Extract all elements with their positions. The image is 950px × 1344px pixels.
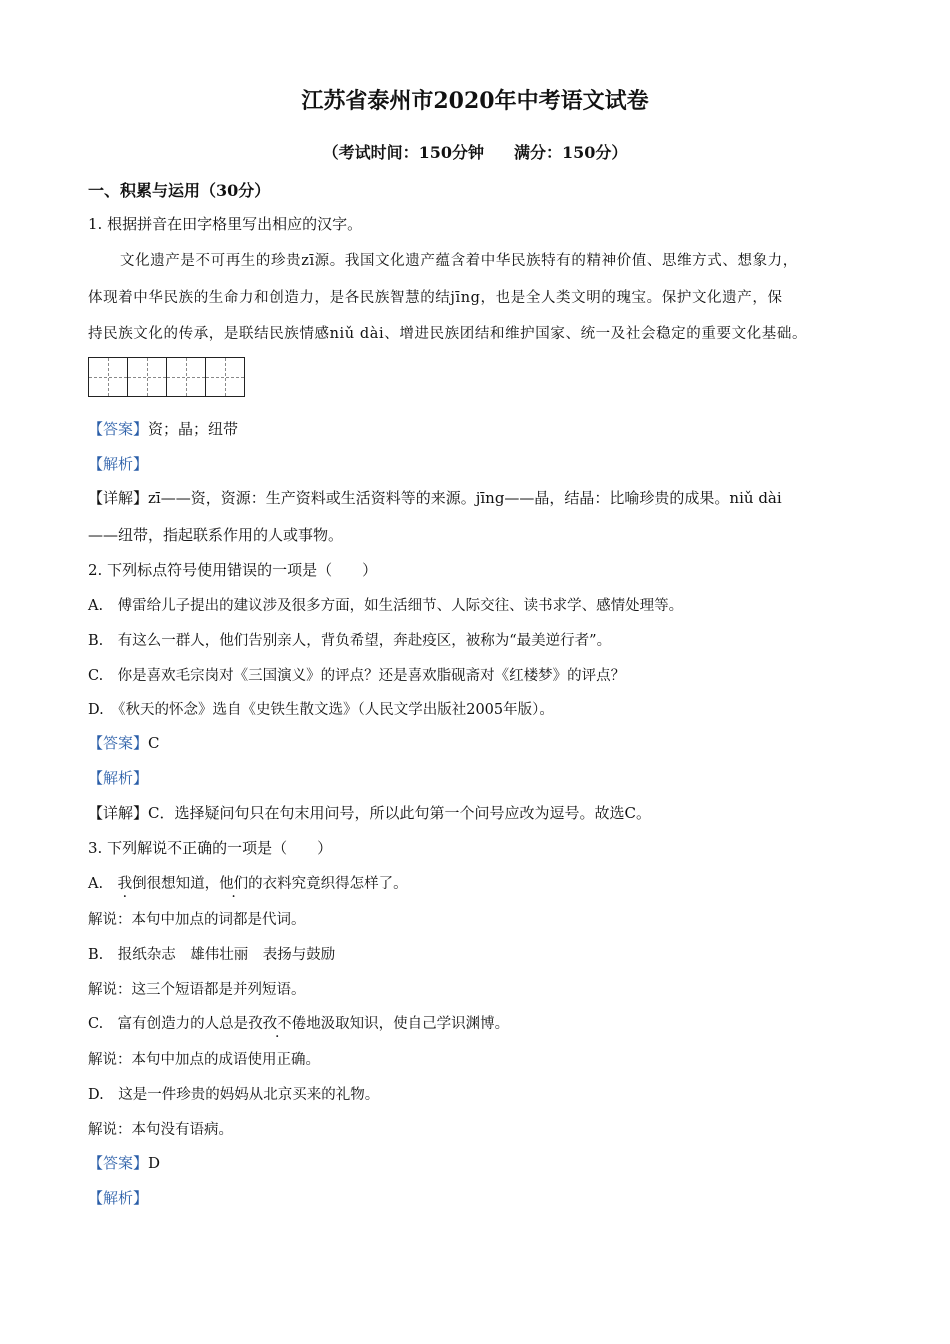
exam-info [0, 140, 950, 163]
q2-stem: 2. 下列标点符号使用错误的一项是（ ） [88, 561, 378, 579]
q2-detail: 【详解】C．选择疑问句只在句末用问号，所以此句第一个问号应改为逗号。故选C。 [88, 804, 651, 822]
q3-option-d: D. 这是一件珍贵的妈妈从北京买来的礼物。 [88, 1087, 380, 1103]
dotted-word: 孜孜不倦 [248, 1016, 307, 1032]
q3-stem: 3. 下列解说不正确的一项是（ ） [88, 839, 333, 857]
detail-tag: 【详解】 [88, 489, 149, 507]
q3-option-b: B. 报纸杂志 雄伟壮丽 表扬与鼓励 [88, 947, 336, 963]
q2-option-c: C. 你是喜欢毛宗岗对《三国演义》的评点？还是喜欢脂砚斋对《红楼梦》的评点？ [88, 668, 626, 684]
q1-stem: 1. 根据拼音在田字格里写出相应的汉字。 [88, 215, 363, 233]
tianzige-cell[interactable] [127, 357, 167, 397]
tianzige-cell[interactable] [205, 357, 245, 397]
dotted-word: 他们 [219, 876, 249, 892]
q3-c-explain: 解说：本句中加点的成语使用正确。 [88, 1052, 320, 1068]
q3-analysis-tag: 【解析】 [88, 1189, 149, 1207]
q2-answer [88, 732, 160, 753]
q2-option-a: A. 傅雷给儿子提出的建议涉及很多方面，如生活细节、人际交往、读书求学、感情处理等。 [88, 598, 684, 614]
q3-answer [88, 1152, 160, 1173]
answer-tag: 【答案】 [88, 420, 149, 438]
q1-paragraph-line-3: 持民族文化的传承，是联结民族情感niǔ dài、增进民族团结和维护国家、统一及社会稳定的重要文化基础。 [88, 326, 808, 342]
full-score: 满分：150分） [514, 143, 628, 162]
answer-text: D [148, 1154, 161, 1172]
dotted-word: 我 [117, 876, 133, 892]
q1-analysis-tag: 【解析】 [88, 455, 149, 473]
answer-tag: 【答案】 [88, 1154, 149, 1172]
answer-text: 资；晶；纽带 [148, 420, 239, 438]
q3-option-c: C. 富有创造力的人总是孜孜不倦地汲取知识，使自己学识渊博。 [88, 1016, 510, 1032]
q1-detail-line-2: ——纽带，指起联系作用的人或事物。 [88, 526, 344, 544]
q2-analysis-tag: 【解析】 [88, 769, 149, 787]
q3-d-explain: 解说：本句没有语病。 [88, 1122, 233, 1138]
q3-option-a: A. 我倒很想知道，他们的衣料究竟织得怎样了。 [88, 876, 408, 892]
section-title: 一、积累与运用（30分） [88, 181, 271, 200]
q1-paragraph-line-2: 体现着中华民族的生命力和创造力，是各民族智慧的结jīng，也是全人类文明的瑰宝。保护文化遗产，保 [88, 290, 783, 306]
q1-paragraph-line-1: 文化遗产是不可再生的珍贵zī源。我国文化遗产蕴含着中华民族特有的精神价值、思维方式、想象力， [120, 253, 798, 269]
q1-answer [88, 418, 238, 439]
q1-detail-line-1: 【详解】zī——资，资源：生产资料或生活资料等的来源。jīng——晶，结晶：比喻珍贵的成果。niǔ dài [88, 489, 782, 507]
tianzige-cell[interactable] [88, 357, 128, 397]
q2-option-b: B. 有这么一群人，他们告别亲人，背负希望，奔赴疫区，被称为“最美逆行者”。 [88, 633, 612, 649]
q2-option-d: D. 《秋天的怀念》选自《史铁生散文选》（人民文学出版社2005年版）。 [88, 702, 554, 718]
q3-b-explain: 解说：这三个短语都是并列短语。 [88, 982, 306, 998]
page-title: 江苏省泰州市2020年中考语文试卷 [301, 88, 649, 114]
exam-time: （考试时间：150分钟 [322, 143, 484, 162]
detail-tag: 【详解】 [88, 804, 149, 822]
answer-text: C [148, 734, 160, 752]
answer-tag: 【答案】 [88, 734, 149, 752]
tianzige-cell[interactable] [166, 357, 206, 397]
q3-a-explain: 解说：本句中加点的词都是代词。 [88, 912, 306, 928]
tianzige-grid [88, 357, 244, 397]
